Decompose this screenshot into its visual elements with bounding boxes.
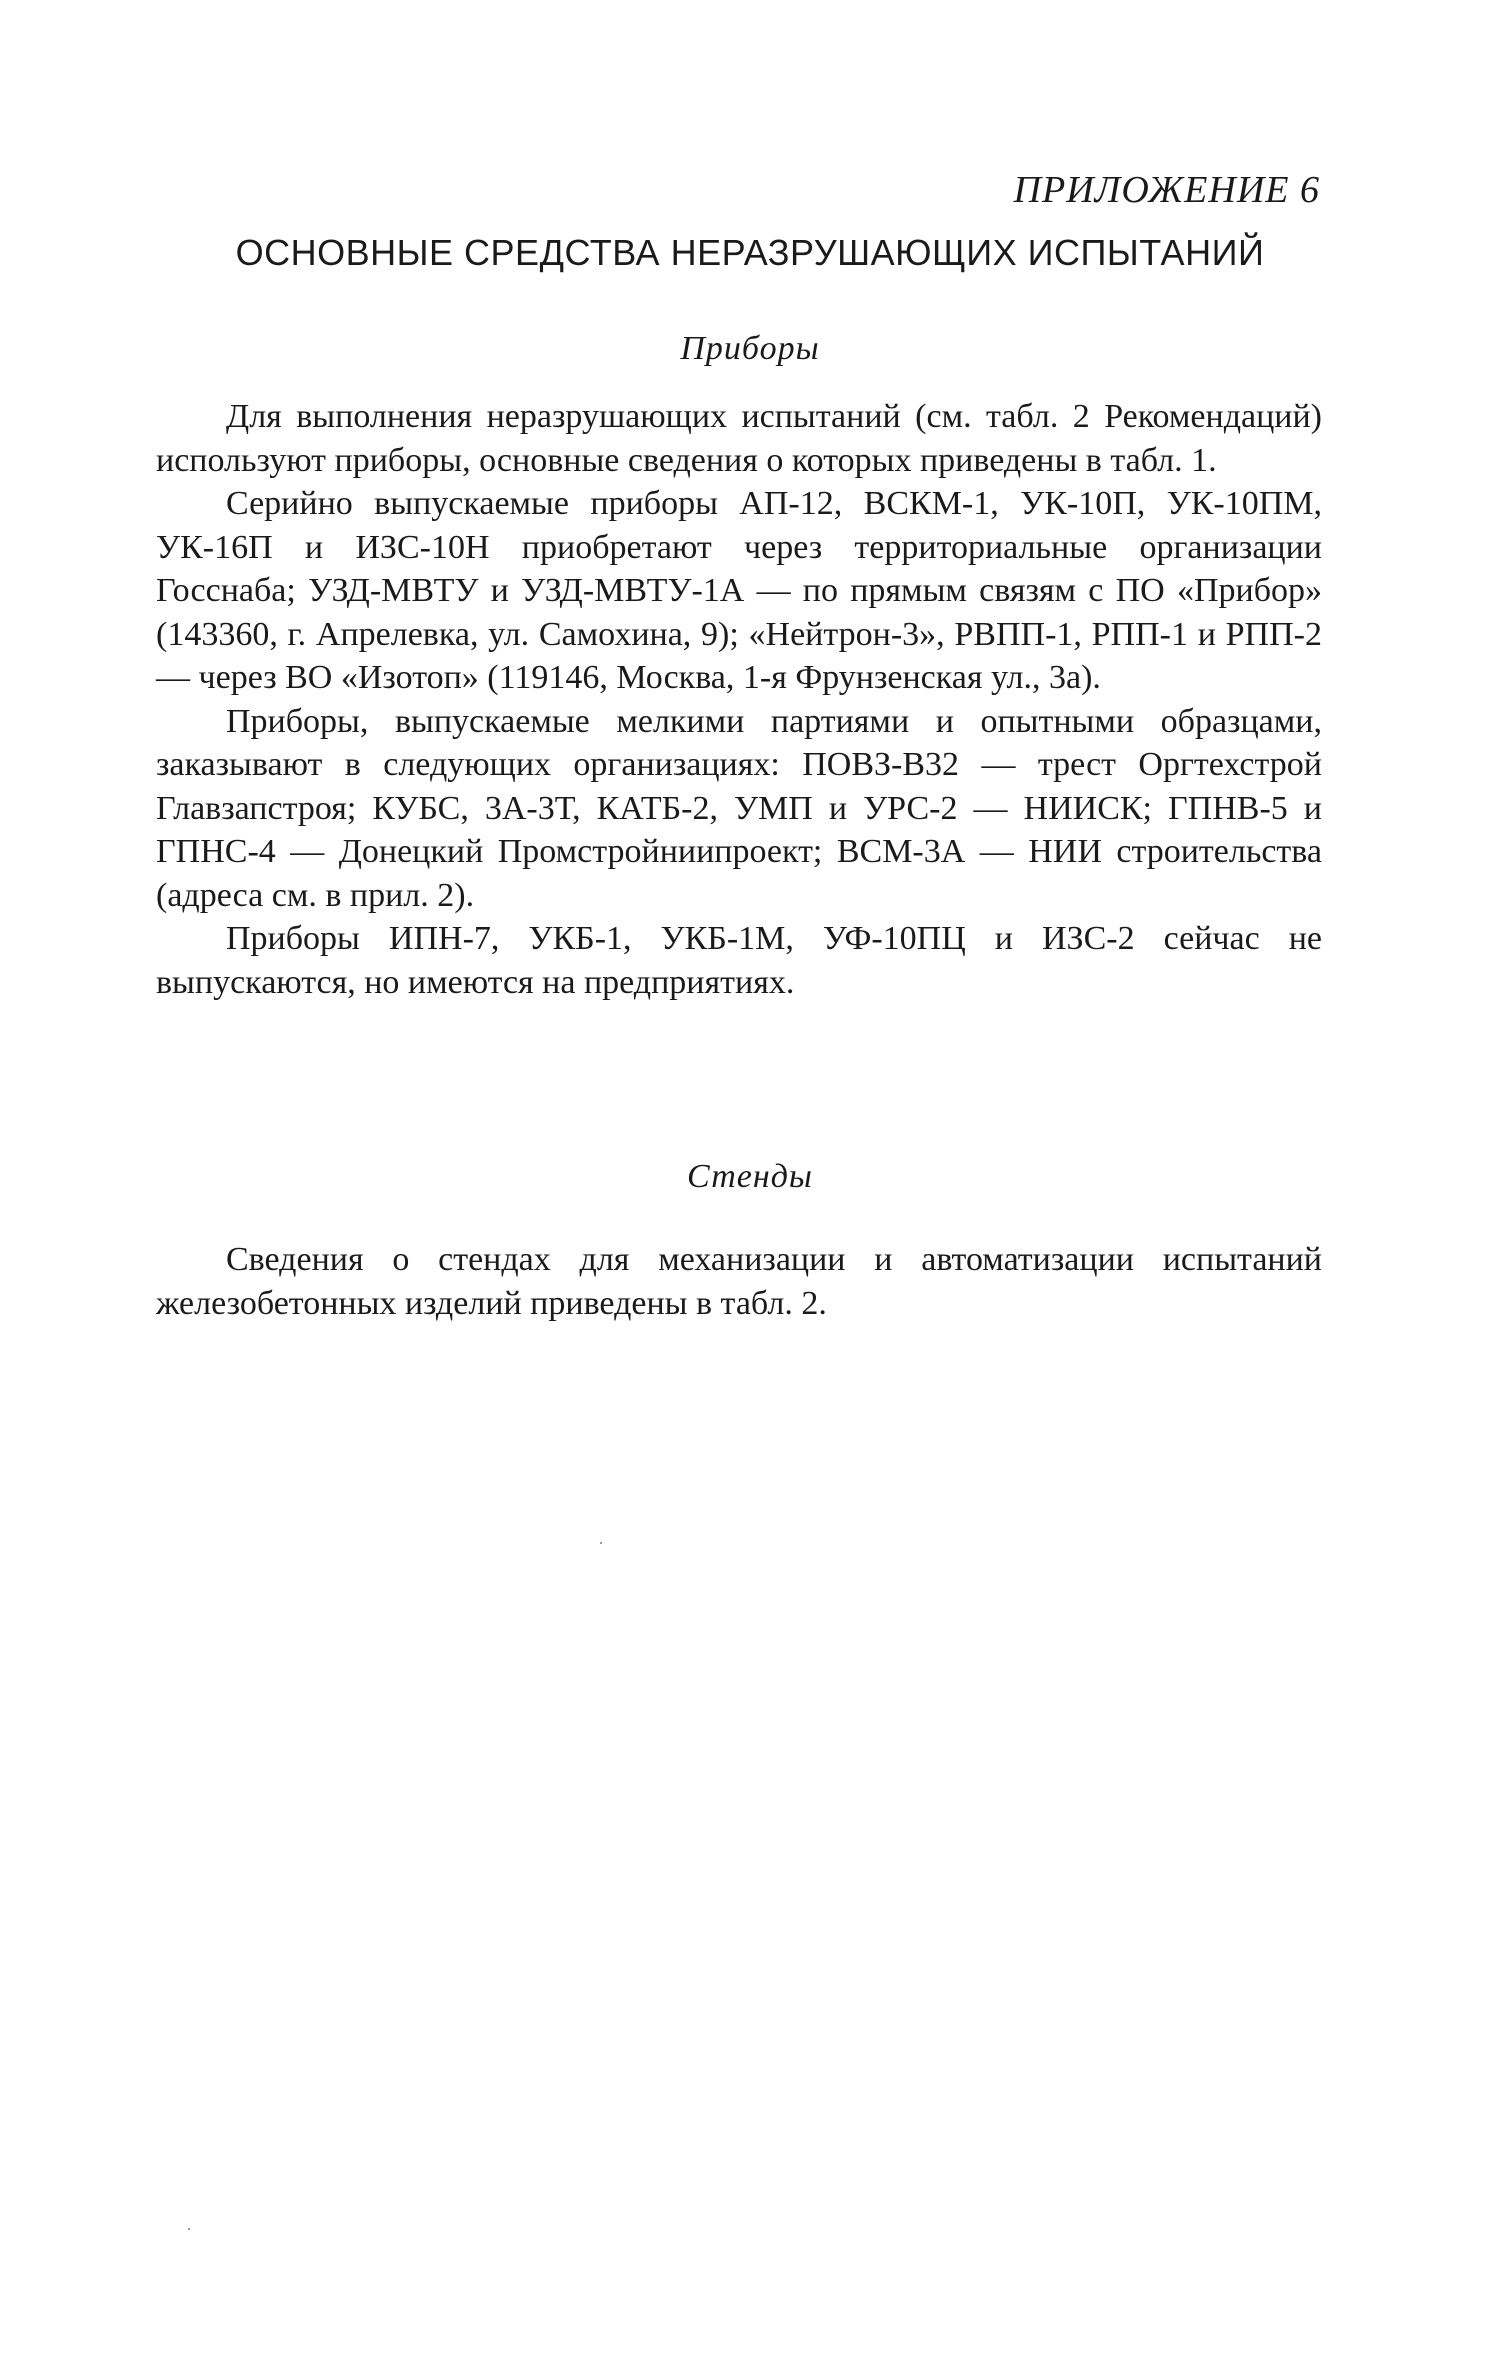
paragraph: Для выполнения неразрушающих испытаний (см. табл. 2 Рекомендаций) используют приборы, основные сведения о которых приведены в табл. 1. <box>156 398 1322 479</box>
paragraph: Приборы ИПН-7, УКБ-1, УКБ-1М, УФ-10ПЦ и ИЗС-2 сейчас не выпускаются, но имеются на предприятиях. <box>156 920 1322 1001</box>
instruments-text <box>156 395 1322 1004</box>
section-heading-instruments: Приборы <box>680 330 820 367</box>
paragraph: Приборы, выпускаемые мелкими партиями и опытными образцами, заказывают в следующих организациях: ПОВЗ-В32 — трест Оргтехстрой Главзапстроя; КУБС, 3А-3Т, КАТБ-2, УМП и УРС-2 — НИИСК; ГПНВ-5 и ГПНС-4 — Донецкий Промстройниипроект; ВСМ-3А — НИИ строительства (адреса см. в прил. 2). <box>156 702 1322 914</box>
section-heading-stands: Стенды <box>687 1158 813 1195</box>
scan-speck <box>600 1542 602 1544</box>
stands-text <box>156 1238 1322 1325</box>
paragraph: Серийно выпускаемые приборы АП-12, ВСКМ-1, УК-10П, УК-10ПМ, УК-16П и ИЗС-10Н приобретают через территориальные организации Госснаба; УЗД-МВТУ и УЗД-МВТУ-1А — по прямым связям с ПО «Прибор» (143360, г. Апрелевка, ул. Самохина, 9); «Нейтрон-3», РВПП-1, РПП-1 и РПП-2 — через ВО «Изотоп» (119146, Москва, 1-я Фрунзенская ул., 3а). <box>156 485 1322 696</box>
scan-speck <box>188 2228 190 2230</box>
appendix-label: ПРИЛОЖЕНИЕ 6 <box>1013 169 1320 211</box>
page-title: ОСНОВНЫЕ СРЕДСТВА НЕРАЗРУШАЮЩИХ ИСПЫТАНИЙ <box>235 232 1265 273</box>
paragraph: Сведения о стендах для механизации и автоматизации испытаний железобетонных изделий приведены в табл. 2. <box>156 1241 1322 1322</box>
